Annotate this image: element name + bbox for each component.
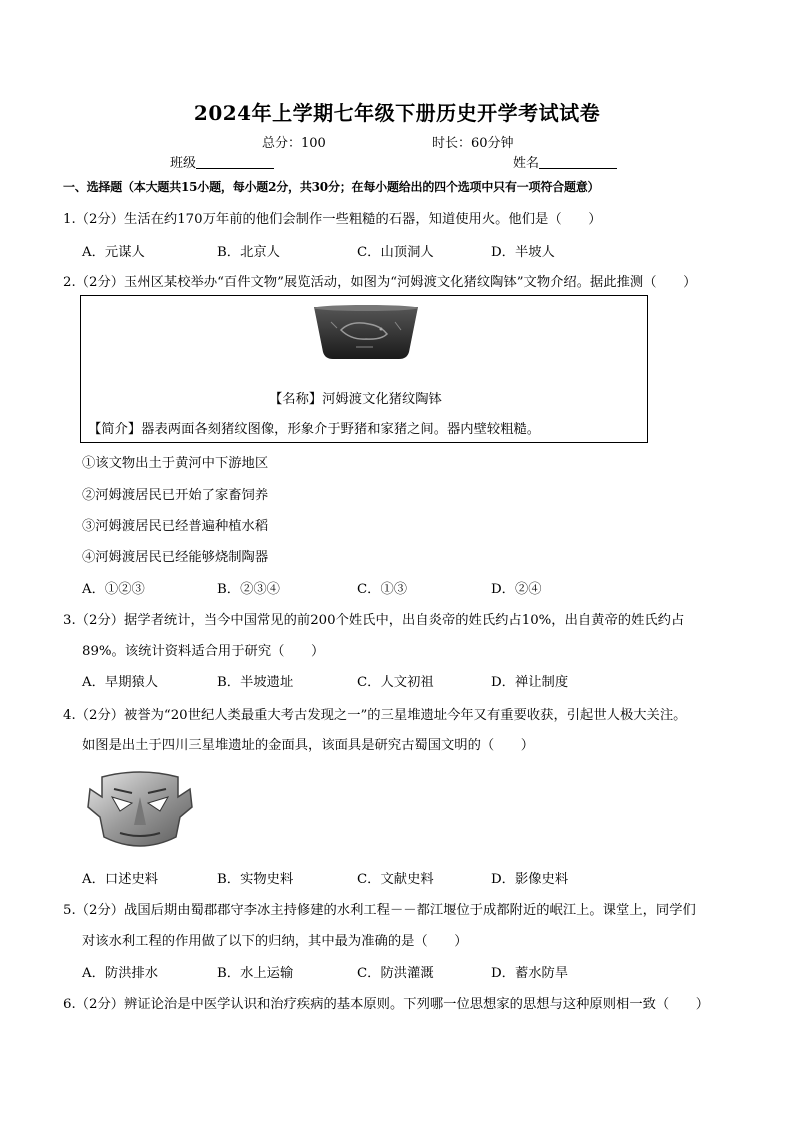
- question-4-option-a[interactable]: A．口述史料: [82, 872, 159, 887]
- total-score: 总分：100: [262, 136, 326, 151]
- question-3-option-d[interactable]: D．禅让制度: [491, 675, 569, 690]
- question-4-option-b[interactable]: B．实物史料: [217, 872, 294, 887]
- question-5-option-d[interactable]: D．蓄水防旱: [491, 966, 569, 981]
- exam-duration: 时长：60分钟: [432, 136, 514, 151]
- name-label: 姓名: [513, 156, 540, 171]
- name-blank[interactable]: [539, 154, 617, 169]
- question-3-option-a[interactable]: A．早期猿人: [82, 675, 159, 690]
- question-3-stem-line-1: 3.（2分）据学者统计，当今中国常见的前200个姓氏中，出自炎帝的姓氏约占10%，出自黄帝的姓氏约占: [63, 613, 685, 628]
- question-1-option-b[interactable]: B．北京人: [217, 245, 280, 260]
- pig-pattern-pottery-bowl-image: [311, 302, 421, 362]
- class-field: [170, 152, 274, 171]
- question-4-option-c[interactable]: C．文献史料: [357, 872, 434, 887]
- gold-mask-image: [84, 767, 196, 853]
- question-5-option-c[interactable]: C．防洪灌溉: [357, 966, 434, 981]
- class-label: 班级: [170, 156, 197, 171]
- question-6-stem: 6.（2分）辨证论治是中医学认识和治疗疾病的基本原则。下列哪一位思想家的思想与这种原则相一致（ ）: [63, 997, 710, 1012]
- question-5-option-a[interactable]: A．防洪排水: [82, 966, 159, 981]
- exhibit-name: 【名称】河姆渡文化猪纹陶钵: [269, 392, 442, 407]
- class-blank[interactable]: [196, 154, 274, 169]
- exam-title: 2024年上学期七年级下册历史开学考试试卷: [193, 101, 601, 125]
- question-2-option-a[interactable]: A．①②③: [82, 582, 145, 597]
- question-4-stem-line-2: 如图是出土于四川三星堆遗址的金面具，该面具是研究古蜀国文明的（ ）: [82, 738, 535, 753]
- question-5-stem-line-1: 5.（2分）战国后期由蜀郡郡守李冰主持修建的水利工程－－都江堰位于成都附近的岷江上。课堂上，同学们: [63, 903, 696, 918]
- question-3-option-b[interactable]: B．半坡遗址: [217, 675, 294, 690]
- question-2-statement-1: ①该文物出土于黄河中下游地区: [82, 456, 269, 471]
- question-2-statement-2: ②河姆渡居民已开始了家畜饲养: [82, 488, 269, 503]
- question-1-option-d[interactable]: D．半坡人: [491, 245, 555, 260]
- question-1-option-a[interactable]: A．元谋人: [82, 245, 145, 260]
- question-1-stem: 1.（2分）生活在约170万年前的他们会制作一些粗糙的石器，知道使用火。他们是（ ）: [63, 212, 602, 227]
- exhibit-intro: 【简介】器表两面各刻猪纹图像，形象介于野猪和家猪之间。器内壁较粗糙。: [88, 422, 541, 437]
- question-2-option-d[interactable]: D．②④: [491, 582, 542, 597]
- section-heading: 一、选择题（本大题共15小题，每小题2分，共30分；在每小题给出的四个选项中只有一项符合题意）: [63, 180, 600, 194]
- question-4-stem-line-1: 4.（2分）被誉为“20世纪人类最重大考古发现之一”的三星堆遗址今年又有重要收获，引起世人极大关注。: [63, 708, 687, 723]
- question-2-option-b[interactable]: B．②③④: [217, 582, 280, 597]
- question-3-stem-line-2: 89%。该统计资料适合用于研究（ ）: [82, 644, 325, 659]
- question-2-statement-3: ③河姆渡居民已经普遍种植水稻: [82, 519, 269, 534]
- question-2-stem: 2.（2分）玉州区某校举办“百件文物”展览活动，如图为“河姆渡文化猪纹陶钵”文物介绍。据此推测（ ）: [63, 275, 697, 290]
- question-4-option-d[interactable]: D．影像史料: [491, 872, 569, 887]
- question-5-option-b[interactable]: B．水上运输: [217, 966, 294, 981]
- question-2-statement-4: ④河姆渡居民已经能够烧制陶器: [82, 550, 269, 565]
- name-field: [513, 152, 617, 171]
- question-3-option-c[interactable]: C．人文初祖: [357, 675, 434, 690]
- question-1-option-c[interactable]: C．山顶洞人: [357, 245, 434, 260]
- question-2-option-c[interactable]: C．①③: [357, 582, 408, 597]
- question-5-stem-line-2: 对该水利工程的作用做了以下的归纳，其中最为准确的是（ ）: [82, 934, 468, 949]
